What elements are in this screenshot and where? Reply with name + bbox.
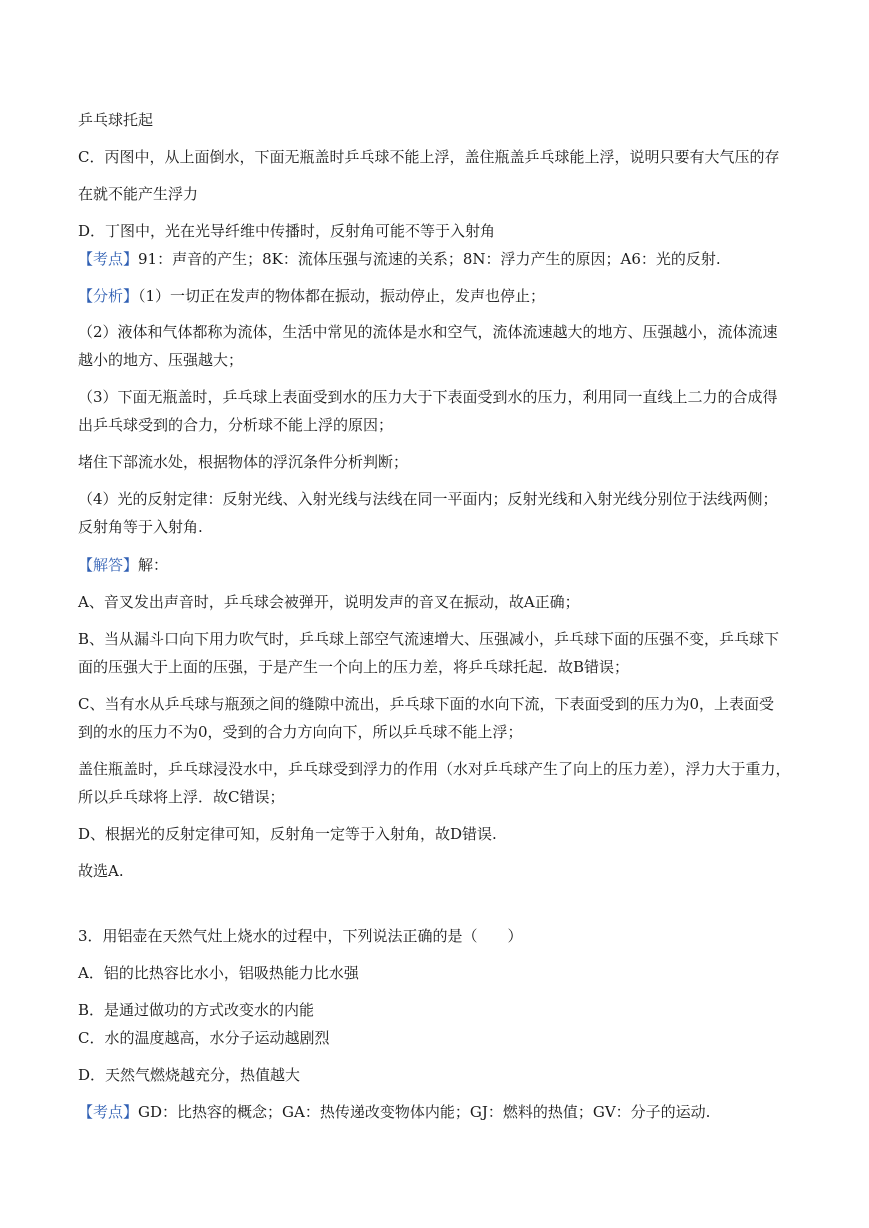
text-line: 乒乓球托起 <box>78 111 154 129</box>
text-line: （2）液体和气体都称为流体，生活中常见的流体是水和空气，流体流速越大的地方、压强越小，流体流速 <box>78 323 778 341</box>
text-line: D、根据光的反射定律可知，反射角一定等于入射角，故D错误. <box>78 825 497 843</box>
section-tag: 【分析】 <box>78 287 139 305</box>
text-line: 【解答】解： <box>78 556 169 574</box>
answer-option: A．铝的比热容比水小，铝吸热能力比水强 <box>78 964 359 982</box>
text-line: B、当从漏斗口向下用力吹气时，乒乓球上部空气流速增大、压强减小，乒乓球下面的压强不变，乒乓球下 <box>78 630 780 648</box>
text-line: 出乒乓球受到的合力，分析球不能上浮的原因； <box>78 416 394 434</box>
section-tag: 【解答】 <box>78 556 139 574</box>
text-line: 【考点】GD：比热容的概念；GA：热传递改变物体内能；GJ：燃料的热值；GV：分子的运动. <box>78 1103 711 1121</box>
text-line: C．丙图中，从上面倒水，下面无瓶盖时乒乓球不能上浮，盖住瓶盖乒乓球能上浮，说明只要有大气压的存 <box>78 148 780 166</box>
text-line: D．丁图中，光在光导纤维中传播时，反射角可能不等于入射角 <box>78 222 496 240</box>
text-line: 【考点】91：声音的产生；8K：流体压强与流速的关系；8N：浮力产生的原因；A6：光的反射. <box>78 250 721 268</box>
text-line: A、音叉发出声音时，乒乓球会被弹开，说明发声的音叉在振动，故A正确； <box>78 593 580 611</box>
text-line: （3）下面无瓶盖时，乒乓球上表面受到水的压力大于下表面受到水的压力，利用同一直线上二力的合成得 <box>78 388 778 406</box>
text-line: C、当有水从乒乓球与瓶颈之间的缝隙中流出，乒乓球下面的水向下流，下表面受到的压力为0，上表面受 <box>78 695 775 713</box>
section-tag: 【考点】 <box>78 250 139 268</box>
text-line: 面的压强大于上面的压强，于是产生一个向上的压力差，将乒乓球托起．故B错误； <box>78 658 630 676</box>
text-line: 堵住下部流水处，根据物体的浮沉条件分析判断； <box>78 453 409 471</box>
question-stem: 3．用铝壶在天然气灶上烧水的过程中，下列说法正确的是（ ） <box>78 927 523 945</box>
text-line: 到的水的压力不为0，受到的合力方向向下，所以乒乓球不能上浮； <box>78 723 523 741</box>
text-line: 故选A. <box>78 862 124 880</box>
text-line: 盖住瓶盖时，乒乓球浸没水中，乒乓球受到浮力的作用（水对乒乓球产生了向上的压力差），浮力大于重力， <box>78 760 791 778</box>
answer-option: C．水的温度越高，水分子运动越剧烈 <box>78 1029 330 1047</box>
answer-option: D．天然气燃烧越充分，热值越大 <box>78 1066 301 1084</box>
text-line: 【分析】（1）一切正在发声的物体都在振动，振动停止，发声也停止； <box>78 287 546 305</box>
answer-option: B．是通过做功的方式改变水的内能 <box>78 1001 315 1019</box>
text-line: 反射角等于入射角. <box>78 518 203 536</box>
text-line: 所以乒乓球将上浮．故C错误； <box>78 788 285 806</box>
text-line: 越小的地方、压强越大； <box>78 351 244 369</box>
text-line: 在就不能产生浮力 <box>78 185 199 203</box>
section-tag: 【考点】 <box>78 1103 139 1121</box>
text-line: （4）光的反射定律：反射光线、入射光线与法线在同一平面内；反射光线和入射光线分别位于法线两侧； <box>78 490 778 508</box>
